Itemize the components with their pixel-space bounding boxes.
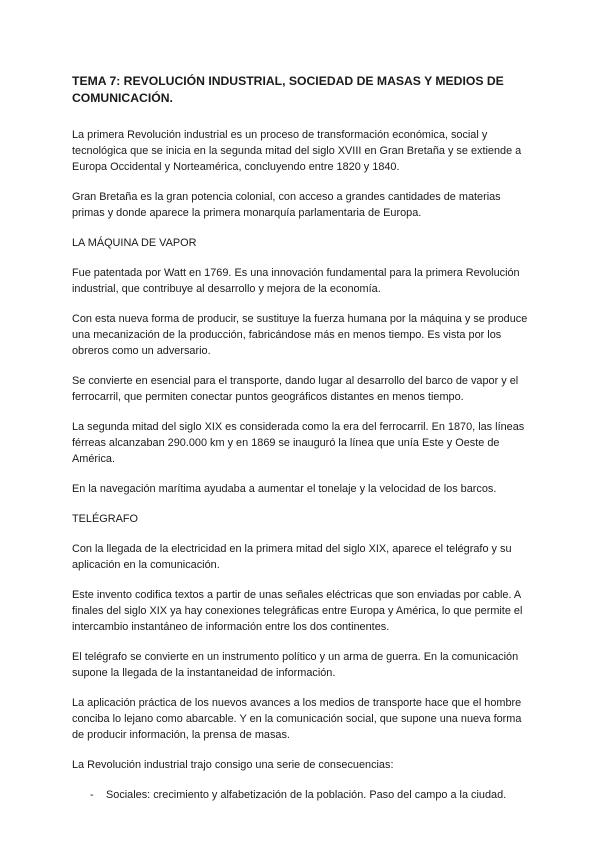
document-title: TEMA 7: REVOLUCIÓN INDUSTRIAL, SOCIEDAD DE MASAS Y MEDIOS DE COMUNICACIÓN. bbox=[72, 74, 504, 105]
vapor-paragraph-5: En la navegación marítima ayudaba a aumentar el tonelaje y la velocidad de los barcos. bbox=[72, 483, 497, 495]
section-heading-telegrafo: TELÉGRAFO bbox=[72, 513, 138, 525]
telegrafo-paragraph-1: Con la llegada de la electricidad en la primera mitad del siglo XIX, aparece el telégrafo y su aplicación en la comunicación. bbox=[72, 543, 512, 571]
vapor-paragraph-3: Se convierte en esencial para el transporte, dando lugar al desarrollo del barco de vapor y el ferrocarril, que permiten conectar puntos geográficos distantes en menos tiempo. bbox=[72, 375, 519, 403]
vapor-paragraph-4: La segunda mitad del siglo XIX es considerada como la era del ferrocarril. En 1870, las líneas férreas alcanzaban 290.000 km y en 1869 se inauguró la línea que unía Este y Oeste de América. bbox=[72, 421, 525, 465]
telegrafo-paragraph-2: Este invento codifica textos a partir de unas señales eléctricas que son enviadas por cable. A finales del siglo XIX ya hay conexiones telegráficas entre Europa y América, lo que permite el intercambio instantáneo de información entre los dos continentes. bbox=[72, 589, 523, 633]
intro-paragraph-1: La primera Revolución industrial es un proceso de transformación económica, social y tecnológica que se inicia en la segunda mitad del siglo XVIII en Gran Bretaña y se extiende a Europa Occidental y Norteamérica, concluyendo entre 1820 y 1840. bbox=[72, 129, 522, 173]
list-bullet: - bbox=[90, 789, 94, 801]
telegrafo-paragraph-5: La Revolución industrial trajo consigo una serie de consecuencias: bbox=[72, 759, 394, 771]
vapor-paragraph-2: Con esta nueva forma de producir, se sustituye la fuerza humana por la máquina y se produce una mecanización de la producción, fabricándose más en menos tiempo. Es vista por los obreros como un adversario. bbox=[72, 313, 528, 357]
telegrafo-paragraph-3: El telégrafo se convierte en un instrumento político y un arma de guerra. En la comunicación supone la llegada de la instantaneidad de información. bbox=[72, 651, 519, 679]
consequences-list bbox=[72, 787, 530, 803]
telegrafo-paragraph-4: La aplicación práctica de los nuevos avances a los medios de transporte hace que el hombre conciba lo lejano como abarcable. Y en la comunicación social, que supone una nueva forma de producir información, la prensa de masas. bbox=[72, 697, 522, 741]
section-heading-vapor: LA MÁQUINA DE VAPOR bbox=[72, 237, 197, 249]
vapor-paragraph-1: Fue patentada por Watt en 1769. Es una innovación fundamental para la primera Revolución industrial, que contribuye al desarrollo y mejora de la economía. bbox=[72, 267, 520, 295]
list-item bbox=[72, 787, 530, 803]
list-item-text: Sociales: crecimiento y alfabetización de la población. Paso del campo a la ciudad. bbox=[106, 789, 507, 801]
intro-paragraph-2: Gran Bretaña es la gran potencia colonial, con acceso a grandes cantidades de materias primas y donde aparece la primera monarquía parlamentaria de Europa. bbox=[72, 191, 501, 219]
document-page bbox=[72, 73, 530, 803]
